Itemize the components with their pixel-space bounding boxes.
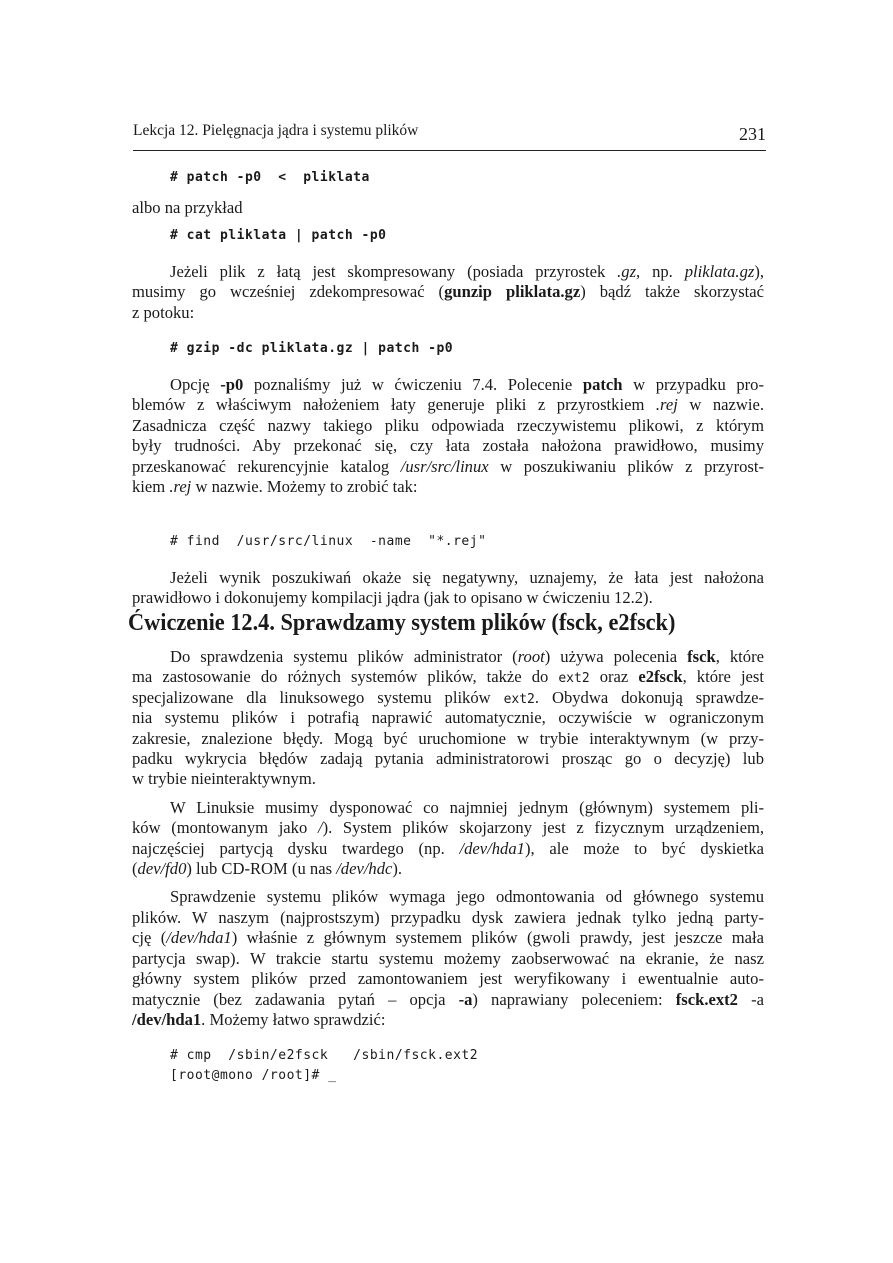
paragraph-line [132, 859, 764, 879]
page-number: 231 [739, 124, 766, 144]
text-run: ). System plików skojarzony jest z fizycznym urządzeniem, [322, 818, 764, 838]
italic-text: .rej [655, 395, 678, 415]
code-command: # cmp /sbin/e2fsck /sbin/fsck.ext2 [170, 1048, 479, 1063]
text-run: ków (montowanym jako [132, 818, 318, 838]
italic-text: /dev/hda1 [166, 928, 232, 947]
text-run: ) bądź także skorzystać [580, 282, 765, 302]
text-run: z potoku: [132, 302, 195, 322]
paragraph-line [132, 568, 764, 588]
paragraph-line [132, 647, 764, 667]
code-command: [root@mono /root]# _ [170, 1068, 337, 1083]
paragraph-line [132, 798, 764, 818]
paragraph-line [132, 262, 764, 282]
text-run: plików. W naszym (najprostszym) przypadku dysk zawiera jednak tylko jedną party- [132, 907, 764, 927]
text-run: specjalizowane dla linuksowego systemu plików [132, 687, 504, 707]
paragraph-line [132, 1010, 764, 1030]
italic-text: / [317, 818, 323, 838]
paragraph-line [132, 303, 764, 323]
text-run: ). [392, 858, 403, 878]
text-run: padku wykrycia błędów zadają pytania administratorowi prosząc go o decyzję) lub [132, 749, 764, 768]
italic-text: pliklata.gz [684, 262, 755, 281]
paragraph-line [132, 839, 764, 859]
text-run: w poszukiwaniu plików z przyrost- [488, 456, 764, 476]
text-run: albo na przykład [132, 198, 243, 217]
text-run: ), ale może to być dyskietka [524, 838, 765, 858]
bold-text: -p0 [220, 375, 244, 394]
text-run: w nazwie. Możemy to zrobić tak: [191, 477, 418, 496]
text-run: ), [754, 262, 765, 281]
bold-text: fsck [687, 647, 716, 666]
bold-text: e2fsck [638, 667, 683, 687]
paragraph-line [132, 416, 764, 436]
text-run: prawidłowo i dokonujemy kompilacji jądra (jak to opisano w ćwiczeniu 12.2). [132, 588, 653, 608]
text-run: zakresie, znalezione błędy. Mogą być uruchomione w trybie interaktywnym (w przy- [132, 728, 764, 748]
text-run: , które [715, 647, 764, 666]
running-header-title: Lekcja 12. Pielęgnacja jądra i systemu plików [133, 122, 419, 139]
text-run: poznaliśmy już w ćwiczeniu 7.4. Polecenie [243, 375, 583, 394]
bold-text: fsck.ext2 [675, 989, 738, 1009]
bold-text: -a [458, 989, 473, 1009]
italic-text: /dev/hda1 [459, 838, 525, 858]
mono-text: ext2 [558, 671, 590, 687]
text-run: cję ( [132, 928, 167, 947]
paragraph-line [132, 769, 764, 789]
bold-text: /dev/hda1 [132, 1010, 202, 1029]
text-run: W Linuksie musimy dysponować co najmniej jednym (głównym) systemem pli- [170, 798, 764, 817]
italic-text: dev/fd0 [137, 858, 187, 878]
code-command: # cat pliklata | patch -p0 [170, 228, 387, 243]
paragraph-line [132, 375, 764, 395]
paragraph-line [132, 667, 764, 689]
text-run: w nazwie. [677, 395, 764, 415]
text-run: , które jest [682, 667, 764, 687]
italic-text: .gz [617, 262, 637, 281]
paragraph-line [132, 749, 764, 769]
text-run: musimy go wcześniej zdekompresować ( [132, 282, 445, 302]
running-header [133, 120, 766, 151]
mono-text: ext2 [503, 691, 535, 707]
text-run: ) lub CD-ROM (u nas [186, 858, 337, 878]
text-run: partycja swap). W trakcie startu systemu możemy zaobserwować na ekranie, że nasz [132, 948, 764, 968]
paragraph-line [132, 708, 764, 728]
text-run: najczęściej partycją dysku twardego (np. [132, 838, 460, 858]
code-command: # patch -p0 < pliklata [170, 170, 370, 185]
text-run: Zasadnicza część nazwy takiego pliku odpowiada rzeczywistemu plikowi, z którym [132, 415, 764, 435]
paragraph-line [132, 908, 764, 928]
text-run: oraz [589, 667, 639, 687]
text-run: . Możemy łatwo sprawdzić: [201, 1010, 386, 1029]
text-run: kiem [132, 477, 170, 496]
text-run: ) naprawiany poleceniem: [472, 989, 676, 1009]
italic-text: /usr/src/linux [400, 456, 489, 476]
paragraph-line [132, 457, 764, 477]
paragraph-line [132, 818, 764, 838]
text-run: Do sprawdzenia systemu plików administrator ( [170, 647, 518, 666]
text-run: ( [132, 858, 138, 878]
text-run: ) właśnie z głównym systemem plików (gwoli prawdy, jest jeszcze mała [231, 928, 765, 947]
paragraph-line [132, 928, 764, 948]
paragraph-line [132, 969, 764, 989]
paragraph-line [132, 198, 764, 218]
paragraph-line [132, 477, 764, 497]
text-run: nia systemu plików i potrafią naprawić automatycznie, oczywiście w ograniczonym [132, 708, 764, 728]
paragraph-line [132, 282, 764, 302]
text-run: Opcję [170, 375, 221, 394]
code-command: # gzip -dc pliklata.gz | patch -p0 [170, 341, 454, 356]
code-command: # find /usr/src/linux -name "*.rej" [170, 534, 487, 549]
text-run: przeskanować rekurencyjnie katalog [132, 456, 401, 476]
italic-text: /dev/hdc [336, 858, 393, 878]
text-run: -a [737, 989, 764, 1009]
text-run: ) używa polecenia [544, 647, 688, 666]
paragraph-line [132, 949, 764, 969]
paragraph-line [132, 688, 764, 710]
bold-text: patch [582, 375, 623, 394]
bold-text: gunzip pliklata.gz [444, 282, 581, 302]
italic-text: root [517, 647, 545, 666]
text-run: Jeżeli wynik poszukiwań okaże się negatywny, uznajemy, że łata jest nałożona [170, 568, 764, 587]
text-run: w przypadku pro- [622, 375, 764, 394]
paragraph-line [132, 588, 764, 608]
text-run: ma zastosowanie do różnych systemów plików, także do [132, 667, 559, 687]
text-run: blemów z właściwym nałożeniem łaty generuje pliki z przyrostkiem [132, 395, 656, 415]
text-run: Jeżeli plik z łatą jest skompresowany (posiada przyrostek [170, 262, 618, 281]
text-run: były trudności. Aby przekonać się, czy łata została nałożona prawidłowo, musimy [132, 436, 764, 456]
text-run: . Obydwa dokonują sprawdze- [534, 687, 764, 707]
text-run: matycznie (bez zadawania pytań – opcja [132, 989, 459, 1009]
text-run: główny system plików przed zamontowaniem jest weryfikowany i ewentualnie auto- [132, 969, 764, 988]
italic-text: .rej [169, 477, 192, 496]
text-run: w trybie nieinteraktywnym. [132, 769, 316, 789]
paragraph-line [132, 887, 764, 907]
paragraph-line [132, 436, 764, 456]
paragraph-line [132, 395, 764, 415]
text-run: , np. [636, 262, 685, 281]
paragraph-line [132, 990, 764, 1010]
section-heading: Ćwiczenie 12.4. Sprawdzamy system plików (fsck, e2fsck) [128, 610, 676, 636]
paragraph-line [132, 729, 764, 749]
text-run: Sprawdzenie systemu plików wymaga jego odmontowania od głównego systemu [170, 887, 764, 906]
